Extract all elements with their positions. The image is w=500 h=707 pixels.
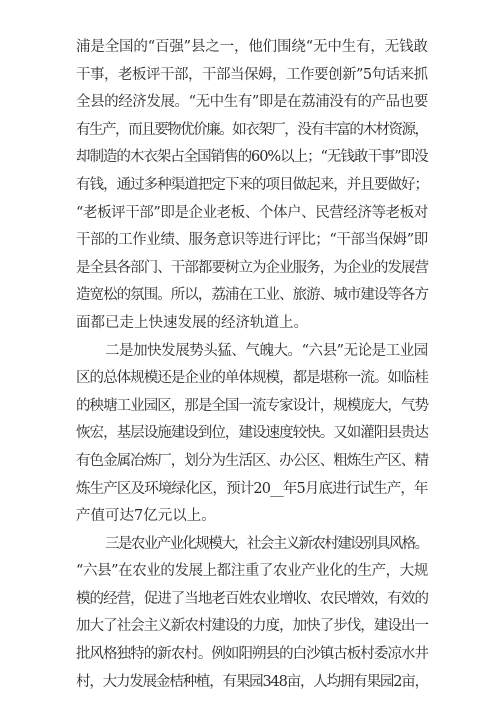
text-line: 全县的经济发展。“无中生有”即是在荔浦没有的产品也要 [76,94,428,111]
text-line: 产值可达7亿元以上。 [76,508,216,525]
body-text [76,34,428,696]
text-line: 村，大力发展金桔种植，有果园348亩，人均拥有果园2亩， [76,673,428,690]
text-line: 干事，老板评干部，干部当保姆，工作要创新”5句话来抓 [76,66,428,83]
text-line: 面都已走上快速发展的经济轨道上。 [76,314,308,331]
text-line: “六县”在农业的发展上都注重了农业产业化的生产，大规 [76,563,428,580]
text-line: 批风格独特的新农村。例如阳朔县的白沙镇古板村委凉水井 [76,646,428,663]
text-line: 浦是全国的“百强”县之一，他们围绕“无中生有，无钱敢 [76,39,428,55]
text-line: 恢宏，基层设施建设到位，建设速度较快。又如灌阳县贵达 [76,425,428,442]
text-line: 有钱，通过多种渠道把定下来的项目做起来，并且要做好； [76,176,428,193]
text-line: 有色金属冶炼厂，划分为生活区、办公区、粗炼生产区、精 [76,452,428,469]
text-line: 有生产，而且要物优价廉。如衣架厂，没有丰富的木材资源， [76,121,428,138]
text-line: 的秧塘工业园区，那是全国一流专家设计，规模庞大，气势 [76,397,428,414]
text-line: “老板评干部”即是企业老板、个体户、民营经济等老板对 [76,204,428,221]
text-line: 却制造的木衣架占全国销售的60%以上；“无钱敢干事”即没 [76,149,428,166]
text-line: 炼生产区及环境绿化区，预计20__年5月底进行试生产，年 [76,480,428,497]
paragraph-start-line: 二是加快发展势头猛、气魄大。“六县”无论是工业园 [105,342,428,359]
text-line: 模的经营，促进了当地老百姓农业增收、农民增效，有效的 [76,590,428,607]
paragraph-start-line: 三是农业产业化规模大，社会主义新农村建设别具风格。 [105,535,428,552]
text-line: 是全县各部门、干部都要树立为企业服务，为企业的发展营 [76,259,428,276]
text-line: 干部的工作业绩、服务意识等进行评比；“干部当保姆”即 [76,232,428,249]
text-line: 造宽松的氛围。所以，荔浦在工业、旅游、城市建设等各方 [76,287,428,304]
text-line: 加大了社会主义新农村建设的力度，加快了步伐，建设出一 [76,618,428,635]
text-line: 区的总体规模还是企业的单体规模，都是堪称一流。如临桂 [76,370,428,387]
